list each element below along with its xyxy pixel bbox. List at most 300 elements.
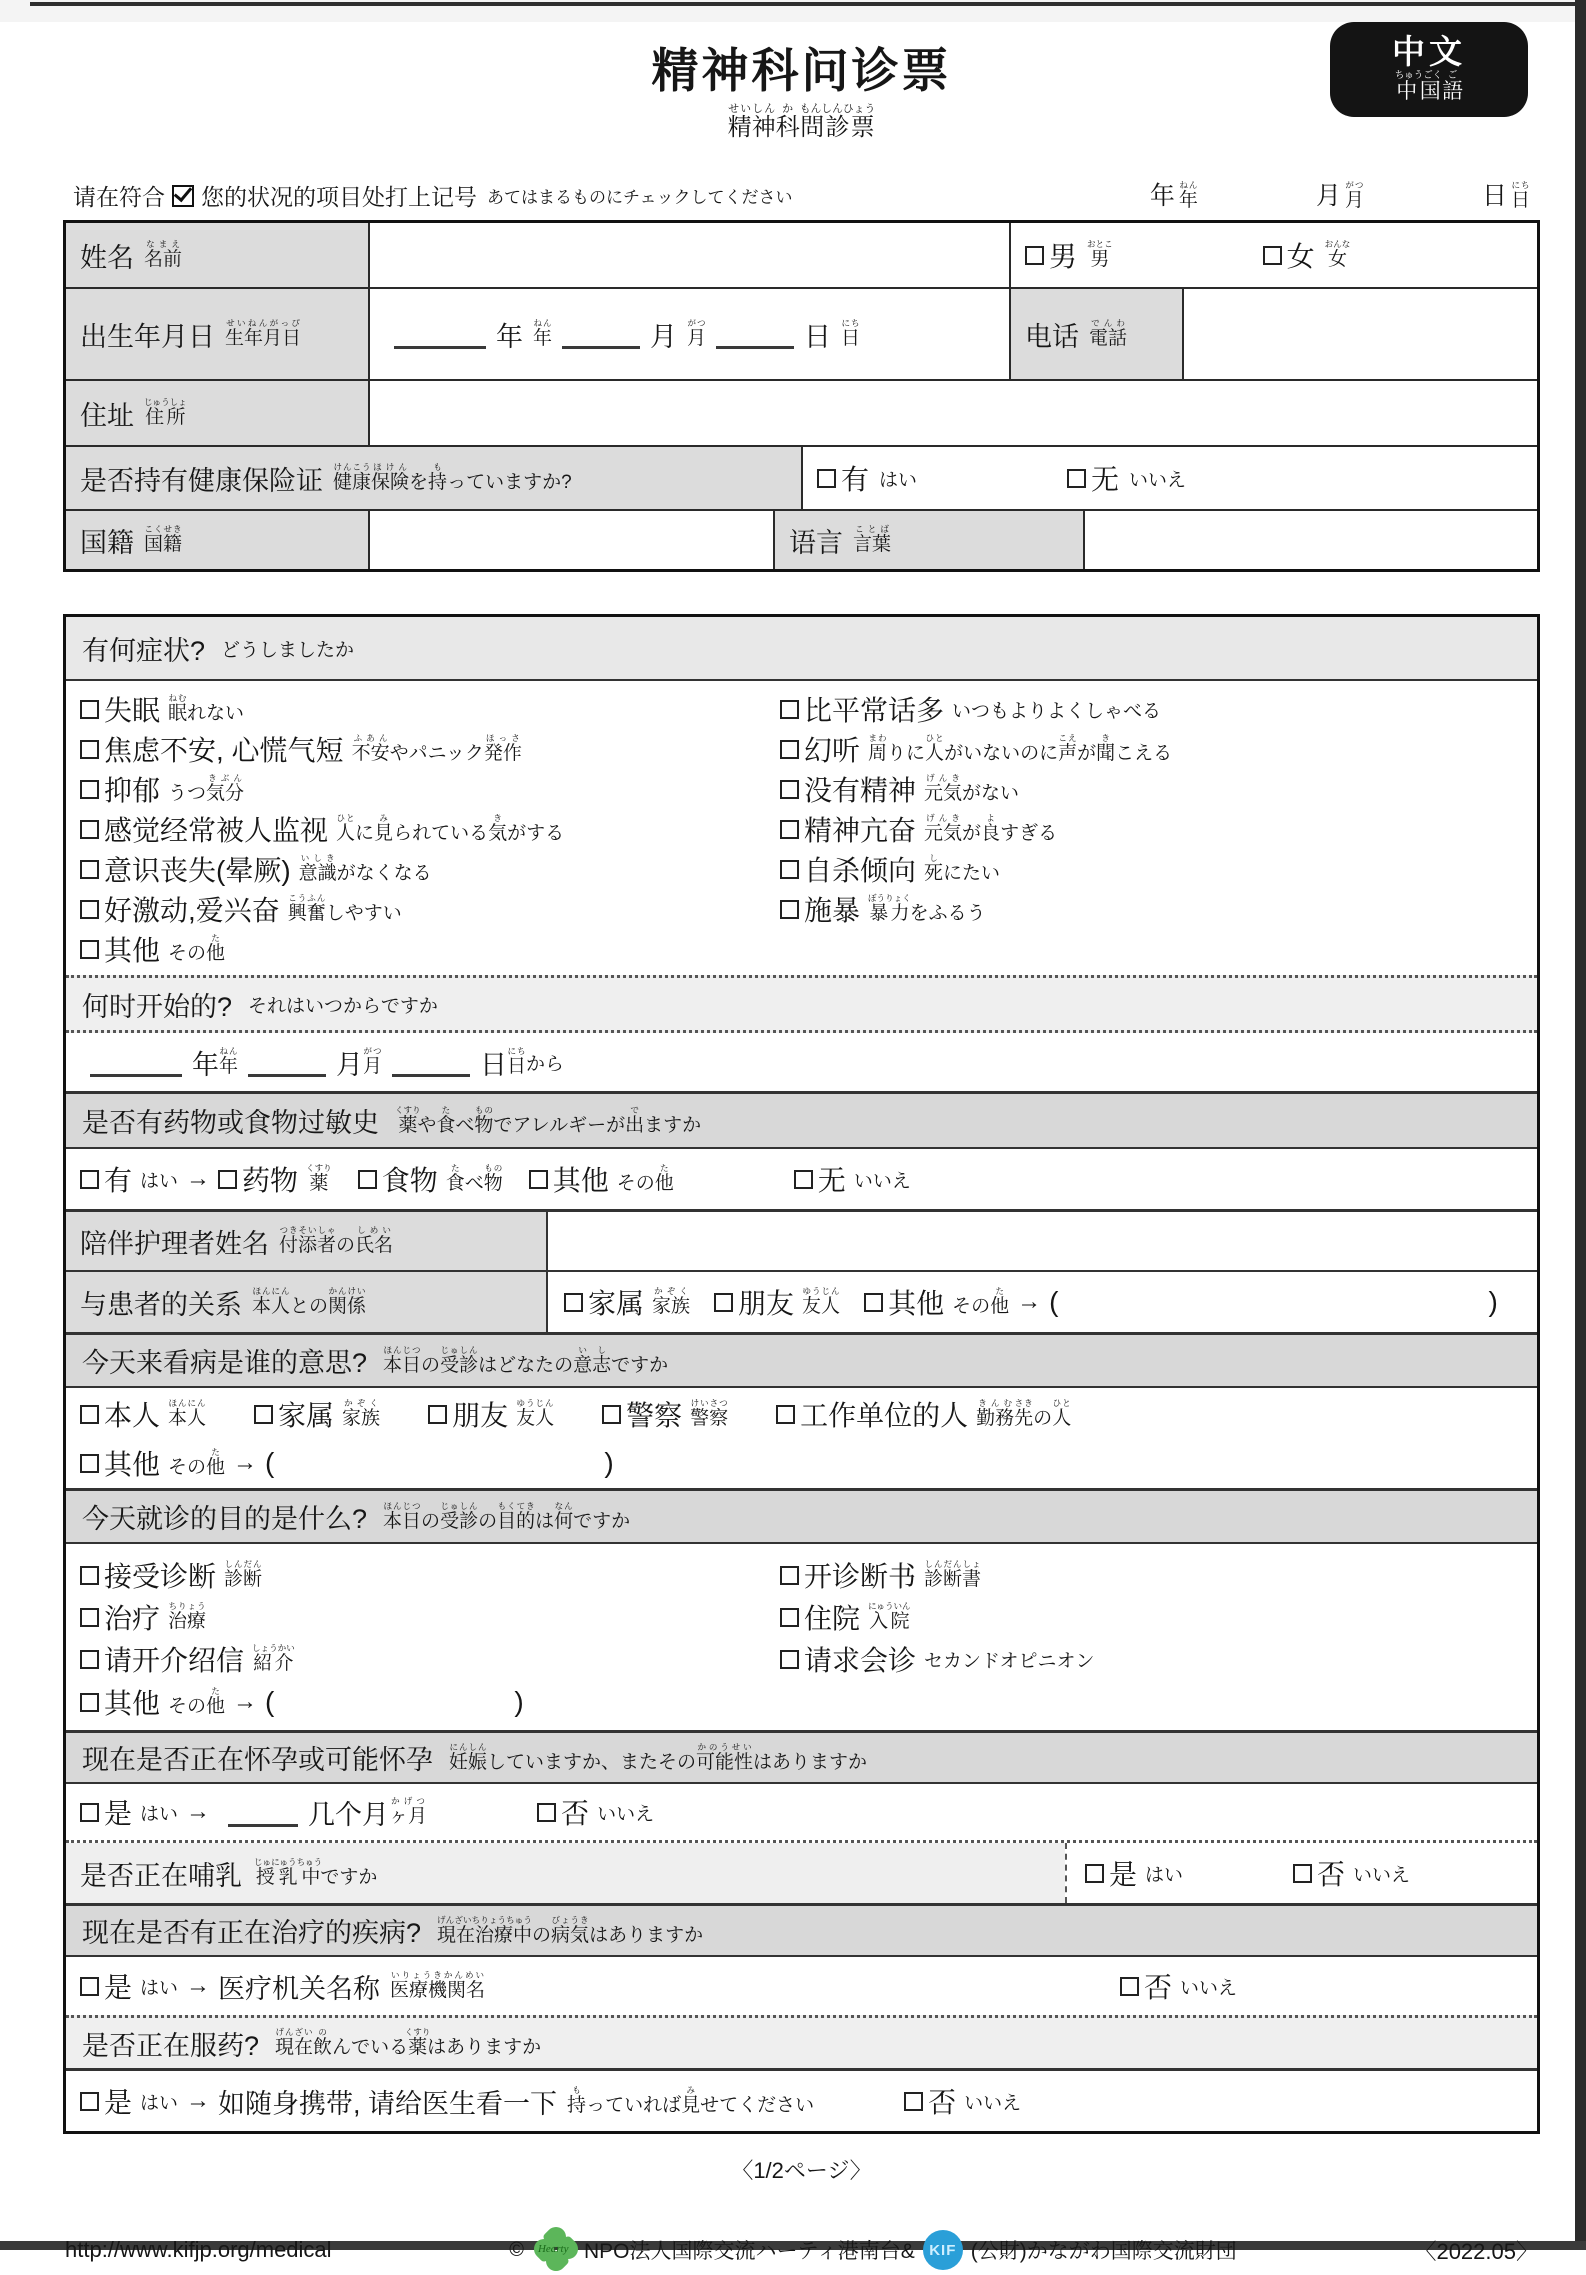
attendant-row [66,1209,1537,1270]
checkbox[interactable] [780,820,799,839]
allergy-no-option[interactable] [794,1159,911,1199]
symptom-option[interactable] [780,849,1537,889]
breastfeeding-no-cn: 否 [1317,1859,1346,1890]
relation-option[interactable] [714,1282,840,1322]
symptom-option[interactable] [80,729,780,769]
checkbox[interactable] [80,900,99,919]
medication-header-cn: 是否正在服药? [82,2030,260,2061]
name-label [66,223,368,287]
symptom-option[interactable] [780,689,1537,729]
relation-option-cn: 朋友 [738,1288,795,1319]
symptom-cn: 抑郁 [104,775,161,806]
allergy-option[interactable] [529,1159,674,1199]
male-cn: 男 [1049,241,1078,272]
female-cn: 女 [1286,241,1315,272]
close-paren: ) [1488,1286,1498,1317]
checkbox[interactable] [1067,469,1086,488]
address-label-jp: 住所じゅうしょ [144,397,187,428]
breastfeeding-no-jp: いいえ [1353,1864,1411,1886]
address-label [66,381,368,445]
page-title-japanese: 精神せいしん科か問診票もんしんひょう [727,103,876,141]
purpose-option-cn: 请开介绍信 [104,1645,245,1676]
whose-idea-header [66,1332,1537,1388]
checkbox[interactable] [80,700,99,719]
purpose-option[interactable] [80,1554,780,1596]
purpose-option-jp: 紹介しょうかい [252,1643,295,1674]
purpose-other-option[interactable] [80,1680,780,1724]
gender-female-option[interactable] [1263,235,1351,275]
language-label [773,511,1083,569]
checkbox[interactable] [529,1170,548,1189]
instruction-cn-1: 请在符合 [73,184,165,210]
checkbox[interactable] [602,1405,621,1424]
symptom-option[interactable] [80,849,780,889]
allergy-yes-cn: 有 [104,1165,133,1196]
open-paren: ( [265,1447,275,1478]
arrow-icon: → [186,1972,211,1999]
checkbox[interactable] [80,1454,99,1473]
symptoms-header-cn: 有何症状? [82,635,206,666]
allergy-options [218,1159,674,1199]
allergy-option[interactable] [218,1159,332,1199]
breastfeeding-answer [1065,1843,1537,1903]
whose-idea-other-jp: その他た [168,1447,226,1478]
relation-options [564,1282,840,1322]
purpose-option-jp: 診断書しんだんしょ [924,1559,982,1590]
checkbox[interactable] [817,469,836,488]
checkbox[interactable] [780,780,799,799]
phone-label [1009,289,1182,379]
month-jp: 月がつ [687,318,707,349]
birth-year-blank[interactable] [394,320,486,349]
attendant-label [66,1212,548,1270]
year-jp: 年ねん [533,318,553,349]
checkbox[interactable] [1263,246,1282,265]
birth-month-blank[interactable] [562,320,640,349]
checkbox[interactable] [794,1170,813,1189]
language-input-area[interactable] [1083,511,1537,569]
gender-male-option[interactable] [1025,235,1113,275]
allergy-yes-jp: はい [140,1170,179,1192]
checkbox[interactable] [80,1650,99,1669]
checkbox[interactable] [864,1293,883,1312]
whose-idea-answer [66,1388,1537,1488]
symptom-jp: 人ひとに見みられている気きがする [336,813,565,844]
symptom-jp: 周まわりに人ひとがいないのに声こえが聞きこえる [868,733,1173,764]
purpose-answer [66,1544,1537,1730]
birthdate-label-jp: 生年月日せいねんがっぴ [225,318,302,349]
when-day-jp: 日にち [507,1046,527,1077]
purpose-column-right [780,1554,1537,1724]
whose-idea-option[interactable] [80,1394,206,1434]
checkbox[interactable] [904,2092,923,2111]
allergy-answer [66,1149,1537,1209]
table-row [66,445,1537,509]
checkbox[interactable] [80,740,99,759]
purpose-option[interactable] [780,1596,1537,1638]
symptoms-header-jp: どうしましたか [221,639,355,661]
date-unit[interactable] [1150,176,1198,212]
footer-org1: NPO法人国際交流ハーティ港南台& [583,2240,915,2263]
have-not-cn: 无 [1091,464,1120,495]
pregnancy-answer [66,1784,1537,1840]
whose-idea-option-jp: 友人ゆうじん [516,1398,555,1429]
when-day-blank[interactable] [392,1048,470,1077]
symptom-jp: いつもよりよくしゃべる [952,700,1162,722]
symptom-jp: 元気げんきがない [924,773,1020,804]
nationality-input-area[interactable] [368,511,773,569]
symptoms-column-left [80,689,780,969]
attendant-label-jp: 付添者つきそいしゃの氏名しめい [279,1225,394,1256]
address-label-cn: 住址 [80,400,134,431]
arrow-icon: → [186,2087,211,2114]
instruction-jp: あてはまるものにチェックしてください [487,188,793,207]
pregnancy-header-jp: 妊娠にんしんしていますか、またその可能性かのうせいはありますか [449,1741,868,1773]
nationality-label-cn: 国籍 [80,527,134,558]
day-cn: 日 [804,321,832,352]
checkbox[interactable] [80,860,99,879]
checkbox[interactable] [80,1977,99,1996]
symptoms-header [66,617,1537,681]
table-row [66,287,1537,379]
symptom-option[interactable] [780,889,1537,929]
pregnancy-months-jp: ヶ月かげつ [389,1796,428,1827]
symptom-option[interactable] [780,729,1537,769]
medication-no-jp: いいえ [964,2092,1022,2114]
insurance-label-jp: 健康けんこう保険ほけんを持もっていますか? [333,462,572,493]
birthdate-label-cn: 出生年月日 [80,321,215,352]
relation-option-jp: 家族かぞく [652,1286,691,1317]
footer-version: 〈2022.05〉 [1414,2238,1538,2264]
allergy-yes-option[interactable] [80,1159,178,1199]
whose-idea-option[interactable] [254,1394,380,1434]
purpose-column-left [80,1554,780,1724]
checkbox[interactable] [80,1608,99,1627]
checkbox[interactable] [780,740,799,759]
purpose-option-cn: 住院 [804,1603,861,1634]
checkbox[interactable] [80,1405,99,1424]
symptom-cn: 施暴 [804,895,861,926]
questionnaire-box [63,614,1540,2134]
allergy-option-jp: 薬くすり [306,1163,332,1194]
language-label-cn: 语言 [789,527,843,558]
relation-other-option[interactable] [864,1282,1009,1322]
whose-idea-header-cn: 今天来看病是谁的意思? [82,1348,368,1378]
visit-date-fields [1032,176,1540,212]
purpose-header-jp: 本日ほんじつの受診じゅしんの目的もくてきは何なんですか [383,1500,631,1532]
table-row [66,509,1537,569]
language-badge-chinese: 中文 [1392,33,1466,71]
purpose-header-cn: 今天就诊的目的是什么? [82,1504,368,1534]
symptom-jp: 死しにたい [924,853,1001,884]
date-unit[interactable] [1316,176,1364,212]
whose-idea-other-line [80,1440,1537,1486]
allergy-no-cn: 无 [817,1165,846,1196]
pregnancy-yes-cn: 是 [104,1798,133,1829]
phone-label-jp: 電話でんわ [1089,318,1128,349]
medication-yes-jp: はい [140,2092,179,2114]
checkbox[interactable] [80,1803,99,1822]
illness-answer [66,1957,1537,2015]
purpose-option-jp: セカンドオピニオン [924,1650,1095,1672]
checkbox[interactable] [1293,1864,1312,1883]
pregnancy-no-option[interactable] [537,1792,654,1832]
purpose-option-jp: 診断しんだん [224,1559,263,1590]
allergy-header [66,1091,1537,1149]
breastfeeding-label-cn: 是否正在哺乳 [80,1860,242,1891]
language-badge-japanese: 中国ちゅうごく語ご [1394,70,1464,104]
breastfeeding-row [66,1840,1537,1903]
checkbox[interactable] [564,1293,583,1312]
whose-idea-option-cn: 家属 [278,1400,335,1431]
page-title: 精神科问诊票 [651,44,952,97]
footer-credits [509,2227,1237,2273]
phone-input-area[interactable] [1182,289,1537,379]
attendant-input-area[interactable] [548,1212,1537,1270]
medication-header [66,2015,1537,2071]
illness-yes-cn: 是 [104,1972,133,2003]
relation-option-cn: 家属 [588,1288,645,1319]
allergy-header-jp: 薬くすりや食たべ物ものでアレルギーが出でますか [395,1104,702,1136]
whose-idea-header-jp: 本日ほんじつの受診じゅしんはどなたの意志いしですか [383,1344,669,1376]
checkbox[interactable] [80,1693,99,1712]
symptom-option[interactable] [80,929,780,969]
name-input-area[interactable] [368,223,1009,287]
symptom-cn: 精神亢奋 [804,815,917,846]
checkbox[interactable] [537,1803,556,1822]
checkbox[interactable] [780,1608,799,1627]
pregnancy-header-cn: 现在是否正在怀孕或可能怀孕 [82,1745,433,1775]
symptom-jp: 暴力ぼうりょくをふるう [868,893,986,924]
meta-row [63,166,1540,212]
insurance-yes-option[interactable] [817,458,917,498]
when-month-blank[interactable] [248,1048,326,1077]
breastfeeding-no-option[interactable] [1293,1853,1410,1893]
arrow-icon: → [1017,1288,1042,1315]
hearty-clover-logo [534,2227,578,2273]
nationality-label [66,511,368,569]
checkbox[interactable] [780,900,799,919]
checkbox[interactable] [80,1566,99,1585]
address-input-area[interactable] [368,381,1537,445]
checkbox[interactable] [780,860,799,879]
female-jp: 女おんな [1324,239,1351,270]
date-unit-jp: 日にち [1510,180,1530,211]
illness-no-option[interactable] [1120,1966,1237,2006]
relation-option-jp: 友人ゆうじん [802,1286,841,1317]
when-from-suffix: から [526,1053,565,1075]
purpose-option[interactable] [780,1638,1537,1680]
relation-label [66,1272,548,1332]
purpose-left-options [80,1554,780,1680]
checkbox[interactable] [1085,1864,1104,1883]
symptom-jp: 不安ふあんやパニック発作ほっさ [351,733,522,764]
when-header-jp: それはいつからですか [248,995,438,1017]
allergy-option[interactable] [358,1159,503,1199]
medication-note-jp: 持もっていれば見みせてください [567,2085,815,2116]
gender-cell [1009,223,1537,287]
birthdate-label [66,289,368,379]
purpose-option[interactable] [780,1554,1537,1596]
symptom-cn: 好激动,爱兴奋 [104,895,280,926]
breastfeeding-label-jp: 授乳中じゅにゅうちゅうですか [254,1857,378,1888]
checkbox[interactable] [780,1650,799,1669]
when-started-answer [66,1033,1537,1091]
relation-row [66,1270,1537,1332]
pregnancy-months-cn: 几个月 [308,1799,390,1830]
pregnancy-yes-jp: はい [140,1803,179,1825]
table-row [66,223,1537,287]
when-started-header [66,975,1537,1033]
relation-option[interactable] [564,1282,690,1322]
checkbox[interactable] [714,1293,733,1312]
whose-idea-other-cn: 其他 [104,1449,161,1480]
checkbox[interactable] [1120,1977,1139,1996]
whose-idea-option[interactable] [428,1394,554,1434]
breastfeeding-yes-jp: はい [1145,1864,1184,1886]
scan-edge-right [1575,0,1586,2250]
breastfeeding-yes-cn: 是 [1109,1859,1138,1890]
have-jp: はい [879,469,918,491]
pregnancy-months-blank[interactable] [228,1798,298,1827]
medication-yes-cn: 是 [104,2087,133,2118]
whose-idea-option-cn: 朋友 [452,1400,509,1431]
symptom-cn: 焦虑不安, 心慌气短 [104,735,344,766]
symptoms-column-right [780,689,1537,969]
purpose-option[interactable] [80,1596,780,1638]
date-unit-jp: 月がつ [1344,180,1364,211]
checkbox[interactable] [776,1405,795,1424]
whose-idea-option-jp: 本人ほんにん [168,1398,207,1429]
hearty-logo-text: Hearty [537,2243,569,2255]
whose-idea-option[interactable] [602,1394,728,1434]
medication-no-cn: 否 [928,2087,957,2118]
footer-org2: (公財)かながわ国際交流財団 [970,2240,1237,2263]
insurance-label-cn: 是否持有健康保险证 [80,465,323,496]
illness-clinic-cn: 医疗机关名称 [218,1973,381,2004]
medication-header-jp: 現在げんざい飲のんでいる薬くすりはありますか [275,2027,542,2058]
whose-idea-option[interactable] [776,1394,1071,1434]
purpose-other-jp: その他た [168,1686,226,1717]
checkbox[interactable] [80,940,99,959]
allergy-option-cn: 食物 [381,1165,438,1196]
have-not-jp: いいえ [1129,469,1187,491]
checkbox[interactable] [254,1405,273,1424]
illness-header-jp: 現在治療中げんざいちりょうちゅうの病気びょうきはありますか [437,1914,704,1946]
attendant-label-cn: 陪伴护理者姓名 [80,1228,269,1259]
checked-checkbox-icon [172,185,194,207]
name-label-jp: 名前なまえ [144,239,183,270]
symptom-jp: 元気げんきが良よすぎる [924,813,1058,844]
checkbox[interactable] [780,700,799,719]
birth-day-blank[interactable] [716,320,794,349]
checkbox[interactable] [428,1405,447,1424]
whose-idea-option-cn: 警察 [626,1400,683,1431]
relation-label-jp: 本人ほんにんとの関係かんけい [252,1286,367,1317]
symptom-option[interactable] [80,889,780,929]
breastfeeding-yes-option[interactable] [1085,1853,1183,1893]
footer-url[interactable]: http://www.kifjp.org/medical [65,2237,332,2262]
whose-idea-other-option[interactable] [80,1443,225,1483]
language-label-jp: 言葉ことば [853,524,892,555]
when-year-jp: 年ねん [219,1046,239,1077]
date-unit-cn: 日 [1481,182,1507,210]
purpose-header [66,1488,1537,1544]
symptom-option[interactable] [780,809,1537,849]
close-paren: ) [514,1686,524,1717]
symptom-option[interactable] [80,769,780,809]
checkbox[interactable] [358,1170,377,1189]
checkbox[interactable] [218,1170,237,1189]
checkbox[interactable] [80,2092,99,2111]
symptom-option[interactable] [80,809,780,849]
whose-idea-options [80,1388,1537,1440]
when-year-blank[interactable] [90,1048,182,1077]
allergy-option-cn: 药物 [242,1165,299,1196]
when-header-cn: 何时开始的? [82,991,233,1022]
whose-idea-option-jp: 勤務きんむ先さきの人ひと [976,1398,1072,1429]
purpose-option[interactable] [80,1638,780,1680]
symptom-cn: 自杀倾向 [804,855,917,886]
header [63,0,1540,164]
illness-header [66,1903,1537,1957]
relation-answer [548,1272,1537,1332]
symptom-option[interactable] [780,769,1537,809]
checkbox[interactable] [80,1170,99,1189]
name-label-cn: 姓名 [80,242,134,273]
open-paren: ( [265,1686,275,1717]
purpose-option-jp: 入院にゅういん [868,1601,911,1632]
illness-no-cn: 否 [1143,1972,1172,2003]
symptom-cn: 幻听 [804,735,861,766]
symptom-cn: 没有精神 [804,775,917,806]
language-badge [1330,22,1528,117]
when-day-cn: 日 [480,1049,508,1080]
relation-label-cn: 与患者的关系 [80,1289,242,1320]
checkbox[interactable] [80,780,99,799]
symptom-jp: 眠ねむれない [168,693,245,724]
symptom-cn: 感觉经常被人监视 [104,815,329,846]
illness-yes-jp: はい [140,1977,179,1999]
breastfeeding-label [66,1843,1065,1903]
day-jp: 日にち [841,318,861,349]
male-jp: 男おとこ [1087,239,1113,270]
date-unit-jp: 年ねん [1178,180,1198,211]
checkbox[interactable] [80,820,99,839]
medication-yes-option[interactable] [80,2081,178,2121]
arrow-icon: → [233,1449,258,1476]
insurance-answer-cell [801,447,1537,509]
medication-no-option[interactable] [904,2081,1021,2121]
date-unit-cn: 年 [1149,182,1175,210]
symptom-option[interactable] [80,689,780,729]
illness-no-jp: いいえ [1179,1977,1237,1999]
insurance-no-option[interactable] [1067,458,1186,498]
symptom-cn: 其他 [104,935,161,966]
close-paren: ) [604,1447,614,1478]
date-unit[interactable] [1482,176,1530,212]
allergy-header-cn: 是否有药物或食物过敏史 [82,1108,379,1138]
when-month-cn: 月 [336,1049,364,1080]
checkbox[interactable] [780,1566,799,1585]
illness-yes-option[interactable] [80,1966,178,2006]
pregnancy-no-cn: 否 [561,1798,590,1829]
checkbox[interactable] [1025,246,1044,265]
illness-clinic-jp: 医療機関名いりょうきかんめい [390,1970,486,2001]
when-year-cn: 年 [192,1049,219,1080]
pregnancy-yes-option[interactable] [80,1792,178,1832]
nationality-label-jp: 国籍こくせき [144,524,183,555]
